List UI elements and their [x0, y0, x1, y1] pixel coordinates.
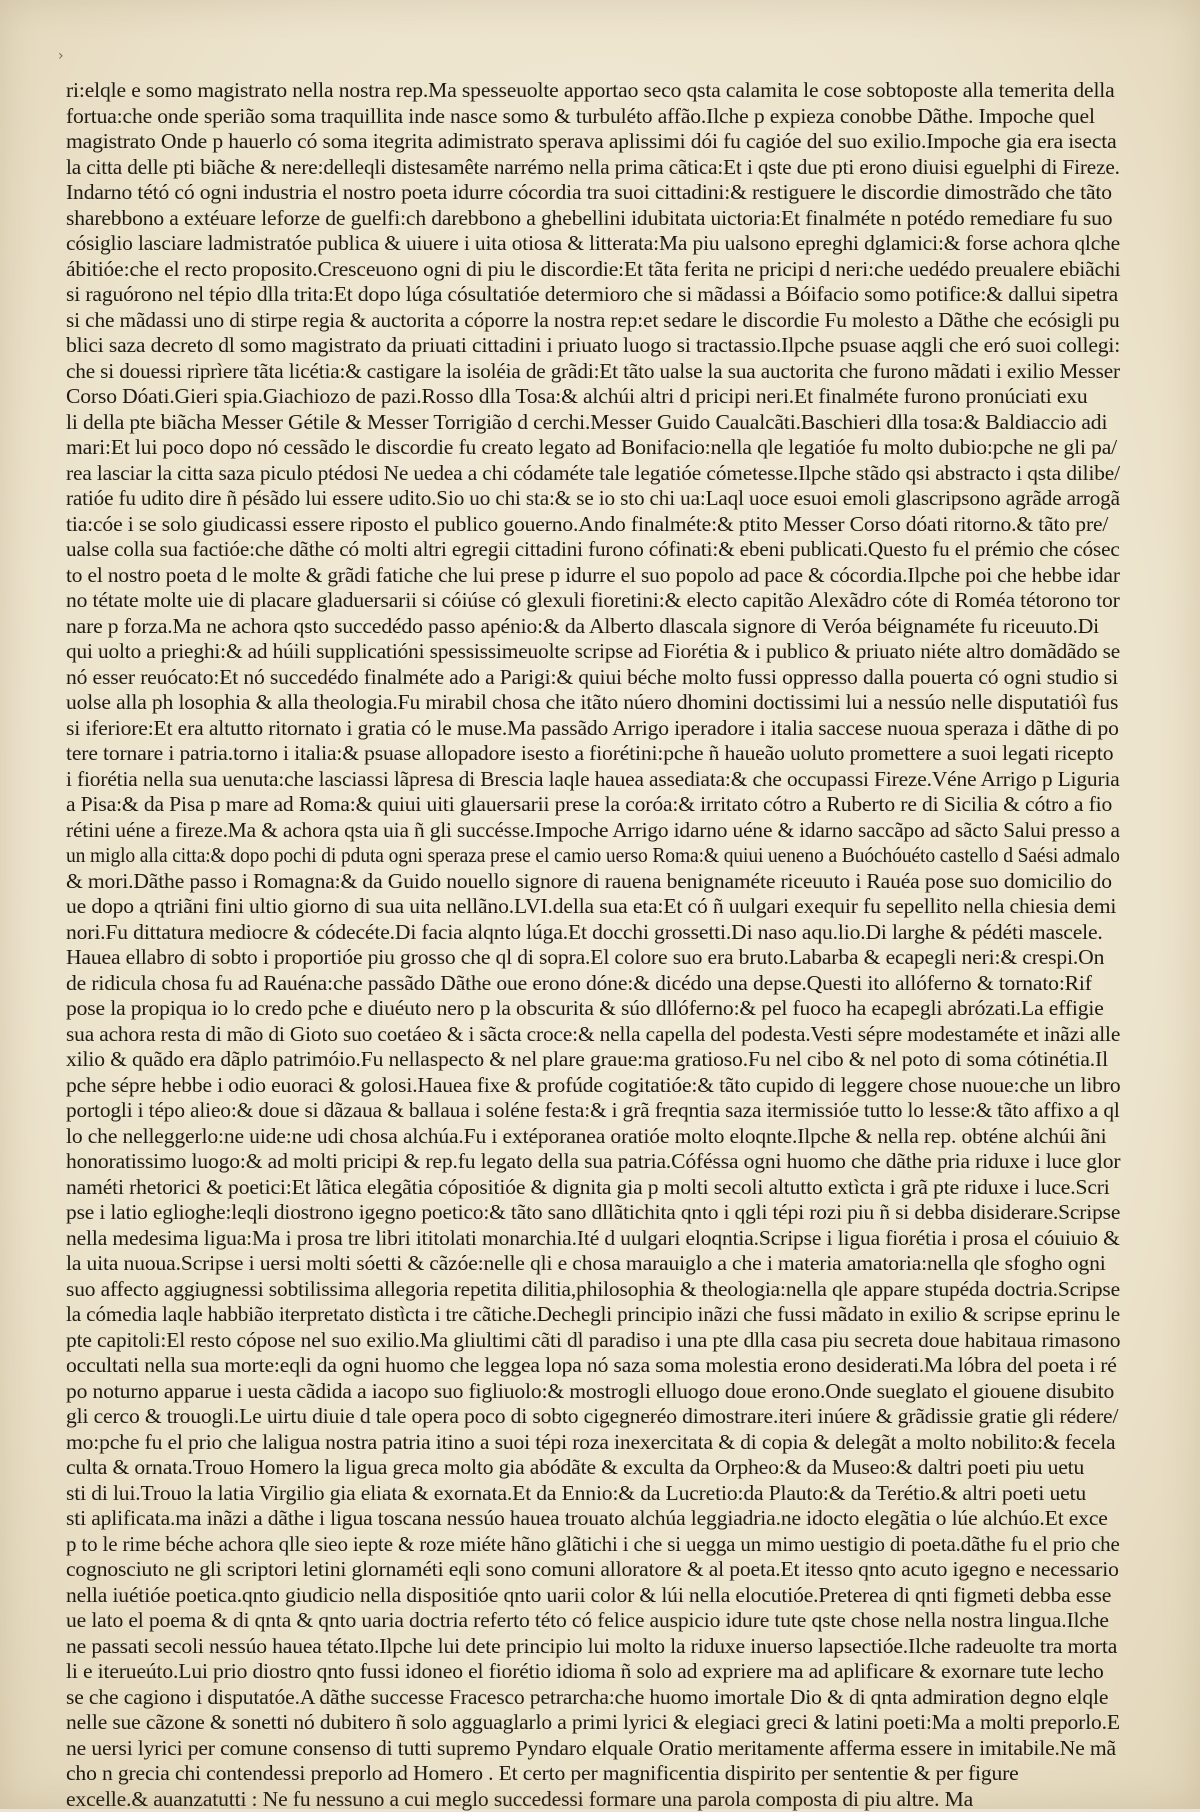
text-line: sti aplificata.ma inãzi a dãthe i ligua toscana nessúo hauea trouato alchúa leggiadria.ne idocto elegãtia o lúe alchúo.Et exce [66, 1506, 1120, 1532]
text-line: Hauea ellabro di sobto i proportióe piu grosso che ql di sopra.El colore suo era bruto.Labarba & ecapegli neri:& crespi.On [66, 945, 1120, 971]
text-line: ne passati secoli nessúo hauea tétato.Ilpche lui dete principio lui molto la riduxe inuerso lapsectióe.Ilche radeuolte tra morta [66, 1634, 1120, 1660]
text-line: magistrato Onde p hauerlo có soma itegrita adimistrato sperava aplissimi dói fu cagióe del suo exilio.Impoche gia era isecta [66, 129, 1120, 155]
text-line: sharebbono a extéuare leforze de guelfi:ch darebbono a ghebellini idubitata uictoria:Et finalméte n potédo remediare fu suo [66, 206, 1120, 232]
text-line: ualse colla sua factióe:che dãthe có molti altri egregii cittadini furono cófinati:& ebeni publicati.Questo fu el prémio che cósec [66, 537, 1100, 563]
text-line: to el nostro poeta d le molte & grãdi fatiche che lui prese p idurre el suo popolo ad pace & cócordia.Ilpche poi che hebbe idar [66, 563, 1110, 589]
text-line: ábitióe:che el recto proposito.Cresceuono ogni di piu le discordie:Et tãta ferita ne pricipi d neri:che uedédo preualere ebiãchi [66, 257, 1118, 283]
text-line: Indarno tétó có ogni industria el nostro poeta idurre cócordia tra suoi cittadini:& restiguere le discordie dimostrãdo che tãto [66, 180, 1120, 206]
text-line: nella medesima ligua:Ma i prosa tre libri ititolati monarchia.Ité d uulgari eloqntia.Scripse i ligua fiorétia i prosa el cóuiuio & [66, 1226, 1118, 1252]
text-line: uolse alla ph losophia & alla theologia.Fu mirabil chosa che itãto núero dhomini doctissimi lui a nessúo nelle disputatióì fus [66, 690, 1120, 716]
text-line: sti di lui.Trouo la latia Virgilio gia eliata & exornata.Et da Ennio:& da Lucretio:da Plauto:& da Terétio.& altri poeti uetu [66, 1481, 1120, 1507]
text-line: cho n grecia chi contendessi preporlo ad Homero . Et certo per magnificentia dispirito per sententie & per figure [66, 1761, 1120, 1787]
text-line: excelle.& auanzatutti : Ne fu nessuno a cui meglo succedessi formare una parola composta di piu altre. Ma [66, 1787, 1120, 1812]
text-line: nella iuétióe poetica.qnto giudicio nella dispositióe qnto uarii color & lúi nella elocutióe.Preterea di qnti figmeti debba esse [66, 1583, 1120, 1609]
text-line: si raguórono nel tépio dlla trita:Et dopo lúga cósultatióe determioro che si mãdassi a Bóifacio somo potifice:& dallui sipetra [66, 282, 1120, 308]
text-line: p to le rime béche achora qlle sieo iepte & roze miéte hãno glãtichi i che si uegga un mimo uestigio di poeta.dãthe fu el prio che [66, 1532, 1089, 1558]
text-line: la cómedia laqle habbião iterpretato distìcta i tre cãtiche.Dechegli principio inãzi che fussi mãdato in exilio & scripse eprinu le [66, 1302, 1100, 1328]
text-line: qui uolto a prieghi:& ad húili supplicatióni spessissimeuolte scripse ad Fiorétia & i publico & priuato niéte altro domãdãdo se [66, 639, 1107, 665]
text-line: cósiglio lasciare ladmistratóe publica & uiuere i uita otiosa & litterata:Ma piu ualsono epreghi dglamici:& forse achora qlche [66, 231, 1113, 257]
margin-mark: › [58, 48, 64, 64]
text-line: nori.Fu dittatura mediocre & códecéte.Di facia alqnto lúga.Et docchi grossetti.Di naso aqu.lio.Di larghe & pédéti mascele. [66, 920, 1120, 946]
text-line: ri:elqle e somo magistrato nella nostra rep.Ma spesseuolte apportao seco qsta calamita le cose sobtoposte alla temerita della [66, 78, 1120, 104]
text-line: gli cerco & trouogli.Le uirtu diuie d tale opera poco di sobto cigegneréo dimostrare.iteri inúere & grãdissie gratie gli rédere/ [66, 1404, 1120, 1430]
text-line: nelle sue cãzone & sonetti nó dubitero ñ solo agguaglarlo a primi lyrici & elegiaci greci & latini poeti:Ma a molti preporlo.E [66, 1710, 1117, 1736]
text-line: & mori.Dãthe passo i Romagna:& da Guido nouello signore di rauena benignaméte riceuuto i Rauéa pose suo domicilio do [66, 869, 1120, 895]
text-line: mari:Et lui poco dopo nó cessãdo le discordie fu creato legato ad Bonifacio:nella qle legatióe fu molto dubio:pche ne gli pa/ [66, 435, 1120, 461]
text-line: ratióe fu udito dire ñ pésãdo lui essere udito.Sio uo chi sta:& se io sto chi ua:Laql uoce esuoi emoli glascripsono agrãde arrogã [66, 486, 1100, 512]
text-line: tia:cóe i se solo giudicassi essere riposto el publico gouerno.Ando finalméte:& ptito Messer Corso dóati ritorno.& tãto pre/ [66, 512, 1120, 538]
text-line: nó esser reuócato:Et nó succedédo finalméte ado a Parigi:& quiui béche molto fussi oppresso dalla pouerta có ogni studio si [66, 665, 1120, 691]
text-line: la citta delle pti biãche & nere:delleqli distesamête narrémo nella prima cãtica:Et i qste due pti erono diuisi eguelphi di Fireze. [66, 155, 1104, 181]
text-line: rétini uéne a fireze.Ma & achora qsta uia ñ gli succésse.Impoche Arrigo idarno uéne & idarno saccãpo ad sãcto Salui presso a [66, 818, 1109, 844]
text-line: pche sépre hebbe i odio euoraci & golosi.Hauea fixe & profúde cogitatióe:& tãto cupido di leggere chose nuoue:che un libro [66, 1073, 1117, 1099]
text-line: occultati nella sua morte:eqli da ogni huomo che leggea lopa nó saza soma molestia erono desiderati.Ma lóbra del poeta i ré [66, 1353, 1120, 1379]
text-line: rea lasciar la citta saza piculo ptédosi Ne uedea a chi códaméte tale legatióe cómetesse.Ilpche stãdo qsi abstracto i qsta dilibe/ [66, 461, 1110, 487]
text-line: si iferiore:Et era altutto ritornato i gratia có le muse.Ma passãdo Arrigo iperadore i italia saccese nuoua speraza i dãthe di po [66, 716, 1120, 742]
text-line: mo:pche fu el prio che laligua nostra patria itino a suoi tépi roza inexercitata & di copia & delegãt a molto nobilito:& fecela [66, 1430, 1120, 1456]
text-line: pose la propiqua io lo credo pche e diuéuto nero p la obscurita & súo dllóferno:& pel fuoco ha ecapegli abrózati.La effigie [66, 996, 1120, 1022]
text-line: la uita nuoua.Scripse i uersi molti sóetti & cãzóe:nelle qli e chosa marauiglo a che i materia amatoria:nella qle sfogho ogni [66, 1251, 1120, 1277]
text-line: no tétate molte uie di placare gladuersarii si cóiúse có glexuli fioretini:& electo capitão Alexãdro cóte di Roméa tétorono tor [66, 588, 1120, 614]
text-line: se che cagiono i disputatóe.A dãthe successe Fracesco petrarcha:che huomo imortale Dio & di qnta admiration degno elqle [66, 1685, 1120, 1711]
text-line: xilio & quãdo era dãplo patrimóio.Fu nellaspecto & nel plare graue:ma gratioso.Fu nel cibo & nel poto di soma cótinétia.Il [66, 1047, 1120, 1073]
text-line: Corso Dóati.Gieri spia.Giachiozo de pazi.Rosso dlla Tosa:& alchúi altri d pricipi neri.Et finalméte furono pronúciati exu [66, 384, 1120, 410]
text-line: si che mãdassi uno di stirpe regia & auctorita a cóporre la nostra rep:et sedare le discordie Fu molesto a Dãthe che ecósigli pu [66, 308, 1108, 334]
text-line: portogli i tépo alieo:& doue si dãzaua & ballaua i soléne festa:& i grã freqntia saza itermissióe tutto lo lesse:& tãto affixo a ql [66, 1098, 1109, 1124]
text-line: sua achora resta di mão di Gioto suo coetáeo & i sãcta croce:& nella capella del podesta.Vesti sépre modestaméte et inãzi alle [66, 1022, 1109, 1048]
text-line: nare p forza.Ma ne achora qsto succedédo passo apénio:& da Alberto dlascala signore di Veróa béignaméte fu riceuuto.Di [66, 614, 1120, 640]
text-line: i fiorétia nella sua uenuta:che lasciassi lãpresa di Brescia laqle hauea assediata:& che occupassi Fireze.Véne Arrigo p Liguria [66, 767, 1111, 793]
text-line: ne uersi lyrici per comune consenso di tutti supremo Pyndaro elquale Oratio meritamente afferma essere in imitabile.Ne mã [66, 1736, 1120, 1762]
text-line: pte capitoli:El resto cópose nel suo exilio.Ma gliultimi cãti dl paradiso i una pte dlla casa piu secreta doue habitaua rimasono [66, 1328, 1116, 1354]
text-line: suo affecto aggiugnessi sobtilissima allegoria repetita dilitia,philosophia & theologia:nella qle appare stupéda doctria.Scripse [66, 1277, 1113, 1303]
text-line: tere tornare i patria.torno i italia:& psuase allopadore isesto a fiorétini:pche ñ haueão uoluto promettere a suoi legati ricepto [66, 741, 1120, 767]
text-line: cognosciuto ne gli scriptori letini glornaméti eqli sono comuni alloratore & al poeta.Et itesso qnto acuto igegno e necessario [66, 1557, 1120, 1583]
text-line: pse i latio eglioghe:leqli diostrono igegno poetico:& tãto sano dllãtichita qnto i qgli tépi rozi piu ñ si debba disiderare.Scripse [66, 1200, 1112, 1226]
text-line: li e iterueúto.Lui prio diostro qnto fussi idoneo el fiorétio idioma ñ solo ad expriere ma ad aplificare & exornare tute lecho [66, 1659, 1120, 1685]
text-line: lo che nelleggerlo:ne uide:ne udi chosa alchúa.Fu i extéporanea oratióe molto eloqnte.Ilpche & nella rep. obténe alchúi ãni [66, 1124, 1120, 1150]
text-line: ue dopo a qtriãni fini ultio giorno di sua uita nellãno.LVI.della sua eta:Et có ñ uulgari exequir fu sepellito nella chiesia demi [66, 894, 1120, 920]
text-line: a Pisa:& da Pisa p mare ad Roma:& quiui uiti glauersarii prese la coróa:& irritato cótro a Ruberto re di Sicilia & cótro a fio [66, 792, 1120, 818]
text-line: che si douessi riprìere tãta licétia:& castigare la isoléia de grãdi:Et tãto ualse la sua auctorita che furono mãdati i exilio Messer [66, 359, 1102, 385]
text-line: blici saza decreto dl somo magistrato da priuati cittadini i priuato luogo si tractassio.Ilpche psuase aqgli che eró suoi collegi: [66, 333, 1119, 359]
incunable-text-block [66, 78, 1120, 1812]
text-line: naméti rhetorici & poetici:Et lãtica elegãtia cópositióe & dignita gia p molti secoli altutto extìcta i grã pte riduxe i luce.Scri [66, 1175, 1120, 1201]
text-line: un miglo alla citta:& dopo pochi di pduta ogni speraza prese el camio uerso Roma:& quiui ueneno a Buóchóuéto castello d Saési admalo [66, 843, 1021, 869]
text-line: culta & ornata.Trouo Homero la ligua greca molto gia abódãte & exculta da Orpheo:& da Museo:& daltri poeti piu uetu [66, 1455, 1120, 1481]
text-line: ue lato el poema & di qnta & qnto uaria doctria referto této có felice auspicio idure tute qste chose nella nostra lingua.Ilche [66, 1608, 1120, 1634]
text-line: honoratissimo luogo:& ad molti pricipi & rep.fu legato della sua patria.Cóféssa ogni huomo che dãthe pria riduxe i luce glor [66, 1149, 1119, 1175]
text-line: fortua:che onde sperião soma traquillita inde nasce somo & turbuléto affão.Ilche p expieza conobbe Dãthe. Impoche quel [66, 104, 1120, 130]
text-line: de ridicula chosa fu ad Rauéna:che passãdo Dãthe oue erono dóne:& dicédo una depse.Questi ito allóferno & tornato:Rif [66, 971, 1120, 997]
text-line: po noturno apparue i uesta cãdida a iacopo suo figliuolo:& mostrogli elluogo doue erono.Onde sueglato el giouene disubito [66, 1379, 1120, 1405]
text-line: li della pte biãcha Messer Gétile & Messer Torrigião d cerchi.Messer Guido Caualcãti.Baschieri dlla tosa:& Baldiaccio adi [66, 410, 1120, 436]
